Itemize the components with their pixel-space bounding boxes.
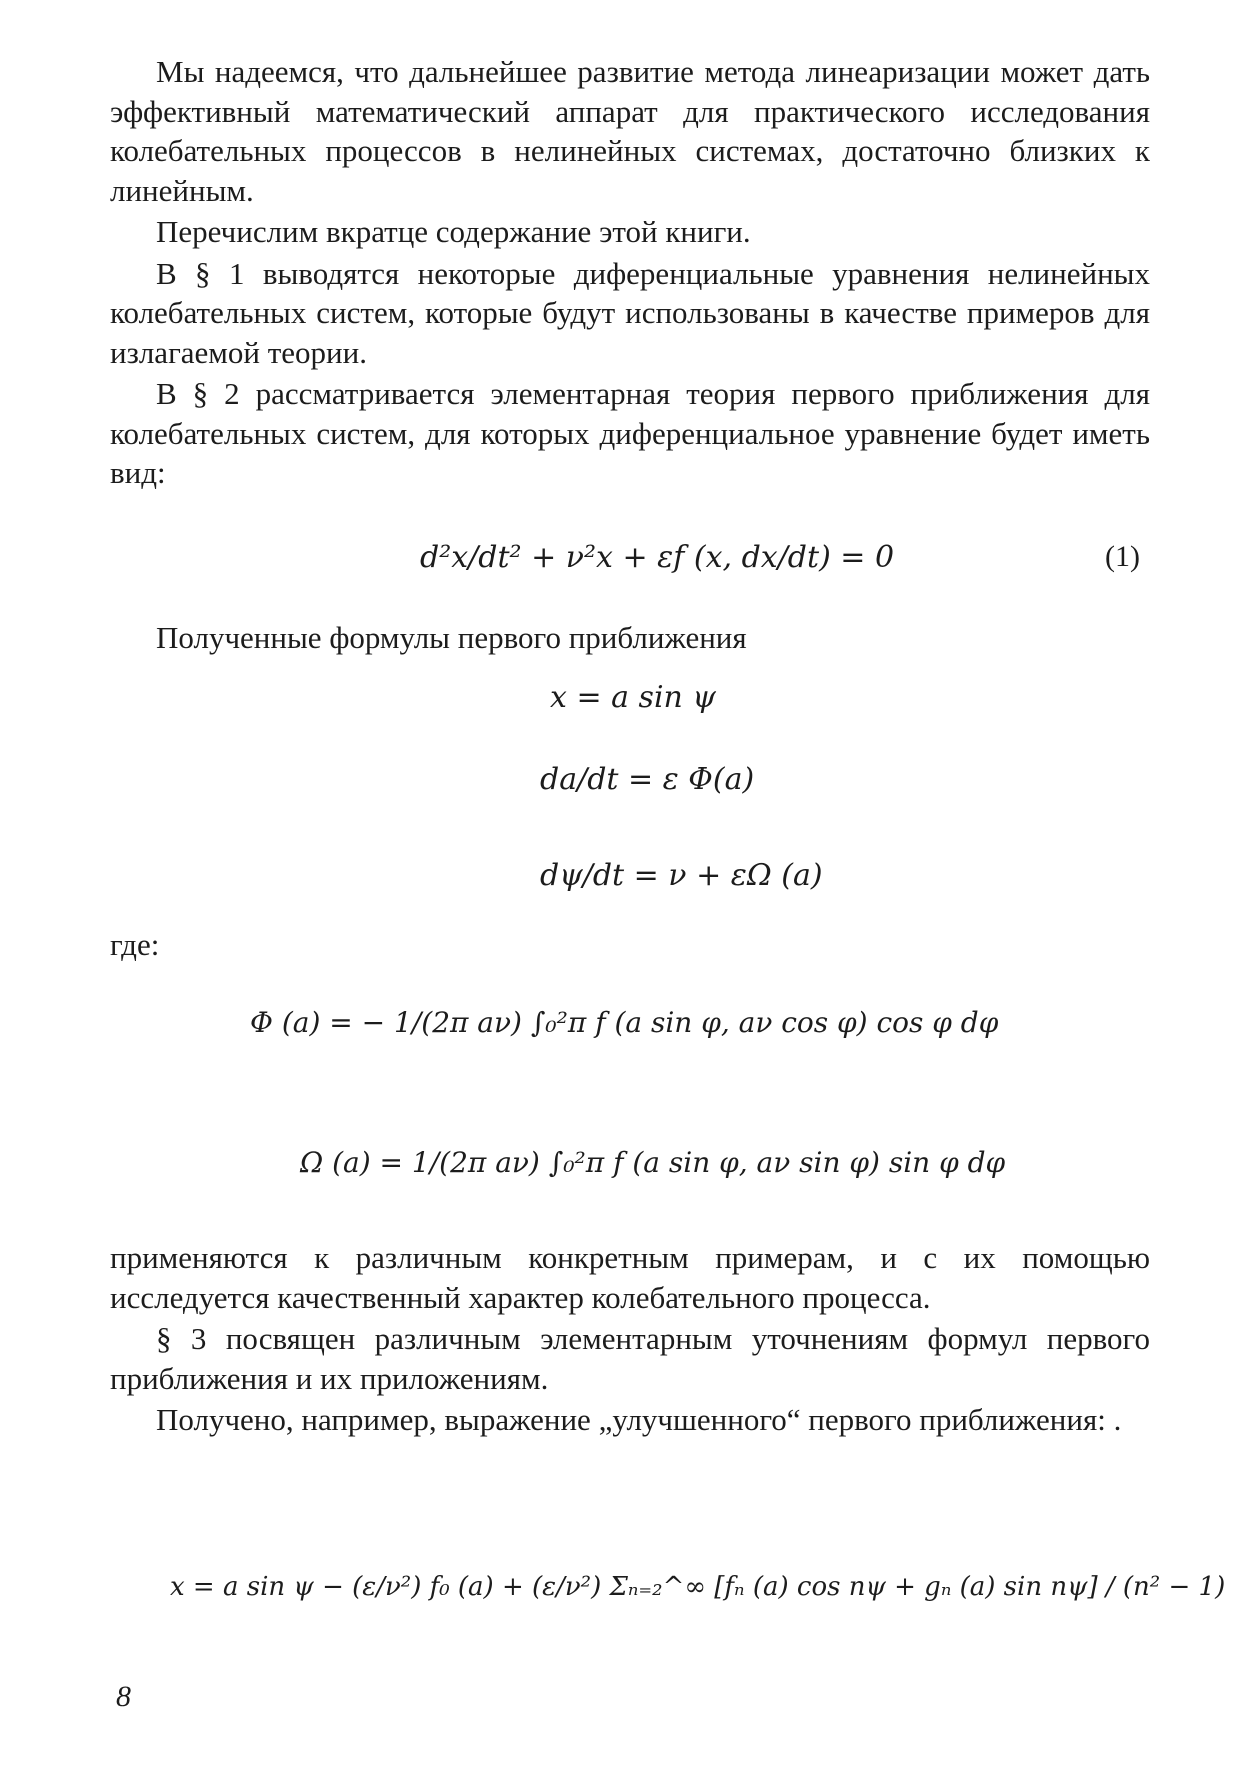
page-number: 8 [116,1680,131,1713]
equation-1-number: (1) [1105,540,1140,573]
paragraph-intro: Мы надеемся, что дальнейшее развитие метода линеаризации может дать эффективный математический аппарат для практического исследования колебательных процессов в нелинейных системах, достаточно близких к линейным. [110,54,1150,208]
first-approx-intro-block [110,618,1150,658]
top-text-block [110,52,1150,493]
formula-dpsi-dt: dψ/dt = ν + εΩ (a) [540,858,823,893]
phi-formula: Φ (a) = − 1/(2π aν) ∫₀²π f (a sin φ, aν cos φ) cos φ dφ [250,1006,999,1039]
paragraph-section-1: В § 1 выводятся некоторые диференциальные уравнения нелинейных колебательных систем, которые будут использованы в качестве примеров для излагаемой теории. [110,255,1150,370]
omega-formula: Ω (a) = 1/(2π aν) ∫₀²π f (a sin φ, aν sin φ) sin φ dφ [300,1146,1006,1179]
paragraph-section-2: В § 2 рассматривается элементарная теория первого приближения для колебательных систем, для которых диференциальное уравнение будет иметь вид: [110,376,1150,490]
equation-1: d²x/dt² + ν²x + εf (x, dx/dt) = 0 [420,540,895,575]
bottom-text-block [110,1238,1150,1440]
formula-x: x = a sin ψ [550,680,716,715]
paragraph-section-3: § 3 посвящен различным элементарным уточнениям формул первого приближения и их приложениям. [110,1321,1150,1396]
improved-approx-formula: x = a sin ψ − (ε/ν²) f₀ (a) + (ε/ν²) Σₙ₌₂^∞ [fₙ (a) cos nψ + gₙ (a) sin nψ] / (n² − 1) [170,1572,1226,1602]
where-label: где: [110,927,160,962]
formula-da-dt: da/dt = ε Φ(a) [540,762,755,797]
paragraph-applied: применяются к различным конкретным примерам, и с их помощью исследуется качественный характер колебательного процесса. [110,1240,1150,1315]
first-approx-intro: Полученные формулы первого приближения [156,620,747,655]
paragraph-improved: Получено, например, выражение „улучшенного“ первого приближения: . [156,1402,1122,1437]
where-label-block [110,925,1150,965]
paragraph-contents: Перечислим вкратце содержание этой книги. [156,214,751,249]
